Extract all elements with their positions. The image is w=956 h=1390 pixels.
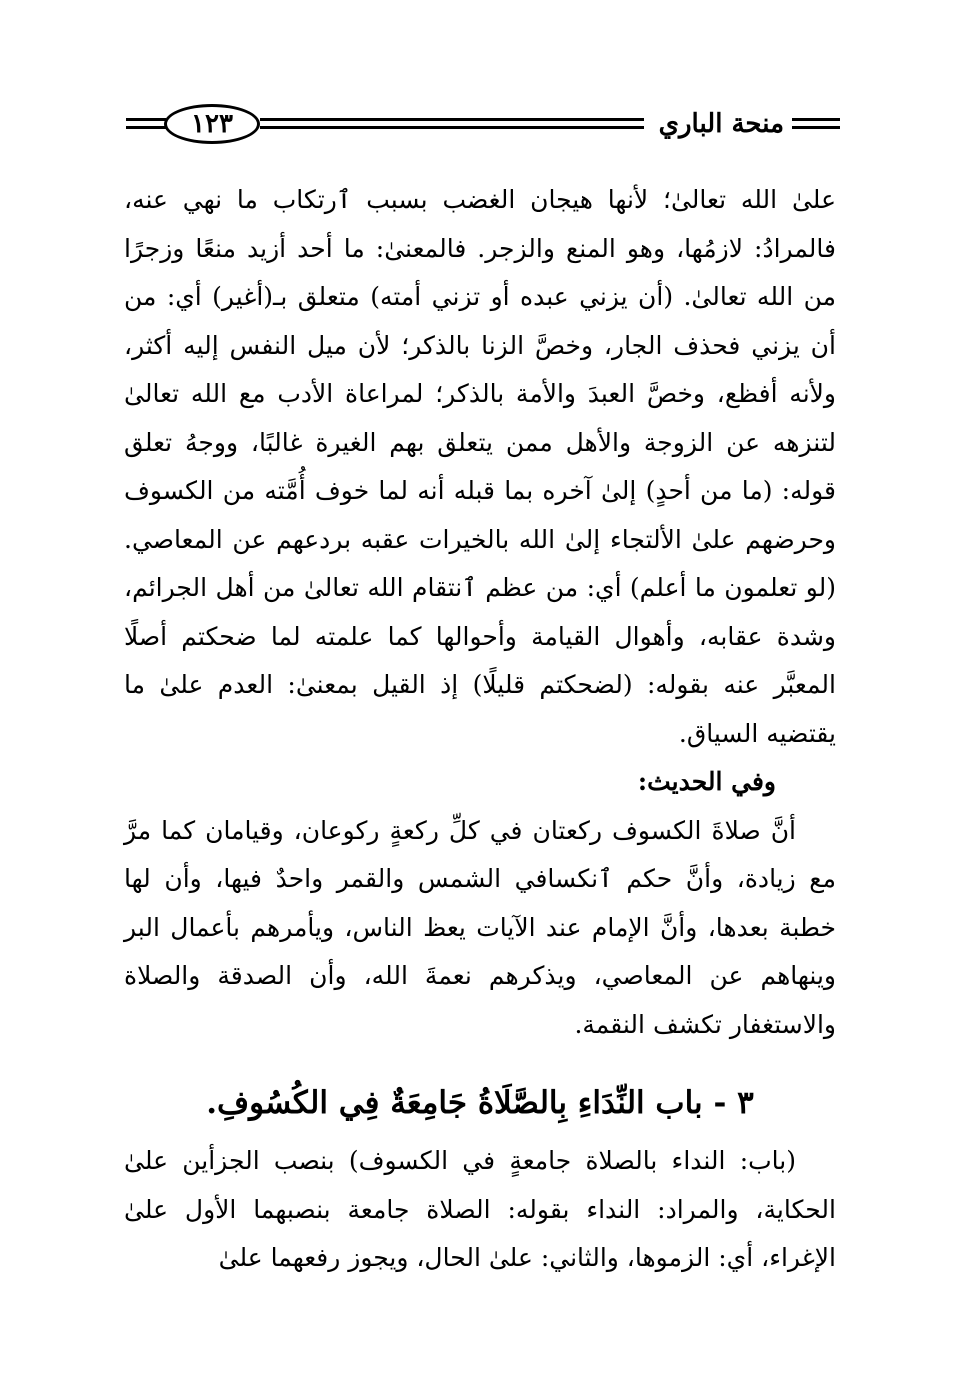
page-body: [124, 176, 836, 1283]
header-rule-left-top: [126, 118, 166, 121]
hadith-lessons-paragraph: أنَّ صلاةَ الكسوف ركعتان في كلِّ ركعةٍ ركوعان، وقيامان كما مرَّ مع زيادة، وأنَّ حكم ٱنكسافي الشمس والقمر واحدٌ فيها، وأن لها خطبة بعدها، وأنَّ الإمام عند الآيات يعظ الناس، ويأمرهم بأعمال البر وينهاهم عن المعاصي، ويذكرهم نعمةَ الله، وأن الصدقة والصلاة والاستغفار تكشف النقمة.: [124, 815, 836, 1039]
header-rule-middle-top: [260, 118, 644, 121]
chapter-commentary-paragraph: (باب: النداء بالصلاة جامعةٍ في الكسوف) بنصب الجزأين علىٰ الحكاية، والمراد: النداء بقوله: الصلاة جامعة بنصبهما الأول علىٰ الإغراء، أي: الزموها، والثاني: علىٰ الحال، ويجوز رفعهما علىٰ: [124, 1146, 836, 1272]
header-rule-middle-bottom: [260, 126, 644, 129]
page-number-oval: [164, 104, 260, 144]
commentary-paragraph-1: علىٰ الله تعالىٰ؛ لأنها هيجان الغضب بسبب ٱرتكاب ما نهي عنه، فالمرادُ: لازمُها، وهو المنع والزجر. فالمعنىٰ: ما أحد أزيد منعًا وزجرًا من الله تعالىٰ. (أن يزني عبده أو تزني أمته) متعلق بـ(أغير) أي: من أن يزني فحذف الجار، وخصَّ الزنا بالذكر؛ لأن ميل النفس إليه أكثر، ولأنه أفظع، وخصَّ العبدَ والأمة بالذكر؛ لمراعاة الأدب مع الله تعالىٰ لتنزهه عن الزوجة والأهل ممن يتعلق بهم الغيرة غالبًا، ووجهُ تعلق قوله: (ما من أحدٍ) إلىٰ آخره بما قبله أنه لما خوف أُمَّته من الكسوف وحرضهم علىٰ الألتجاء إلىٰ الله بالخيرات عقبه بردعهم عن المعاصي. (لو تعلمون ما أعلم) أي: من عظم ٱنتقام الله تعالىٰ من أهل الجرائم، وشدة عقابه، وأهوال القيامة وأحوالها كما علمته لما ضحكتم أصلًا المعبَّر عنه بقوله: (لضحكتم قليلًا) إذ القيل بمعنىٰ: العدم علىٰ ما يقتضيه السياق.: [124, 185, 836, 748]
hadith-lessons-heading: وفي الحديث:: [637, 767, 776, 796]
header-rule-left-bottom: [126, 126, 166, 129]
header-rule-right-bottom: [792, 126, 840, 129]
chapter-title: ٣ - باب النِّدَاءِ بِالصَّلَاةُ جَامِعَةٌ فِي الكُسُوفِ.: [206, 1085, 754, 1121]
page-number: ١٢٣: [191, 109, 233, 139]
header-rule-right-top: [792, 118, 840, 121]
running-header: [126, 96, 840, 156]
book-title: منحة الباري: [658, 109, 784, 139]
